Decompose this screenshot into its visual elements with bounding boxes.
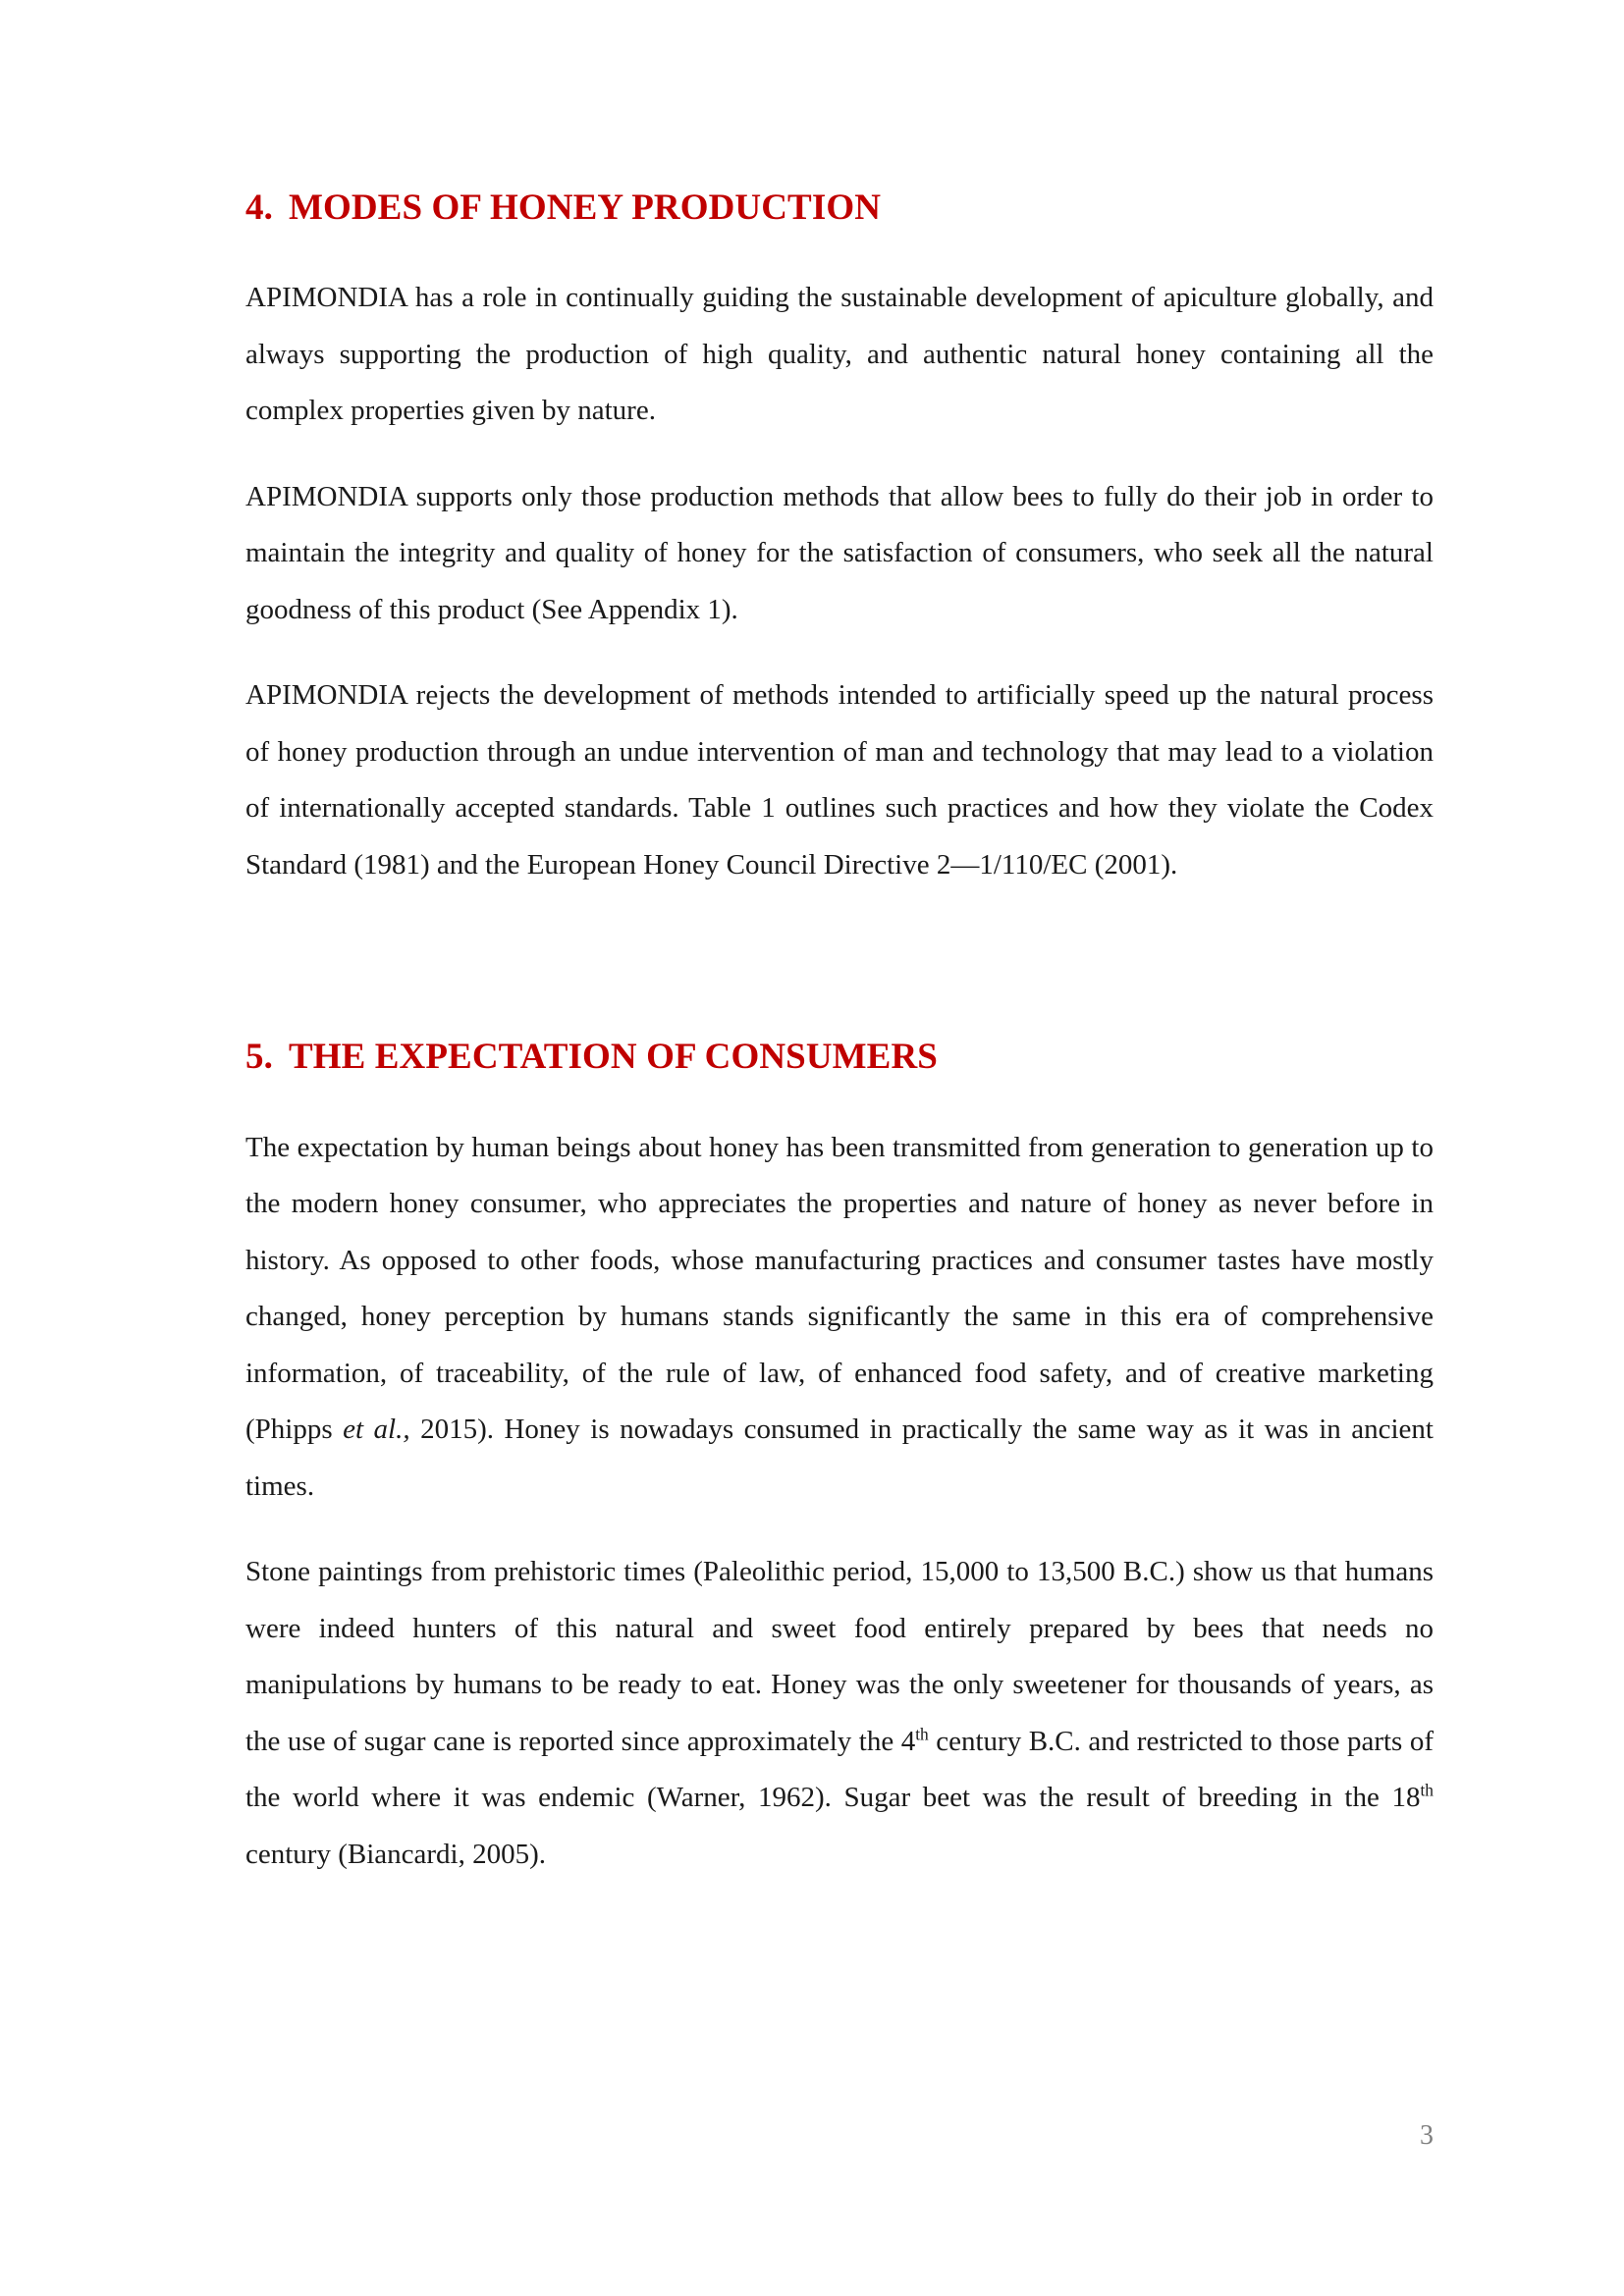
paragraph: [245, 1120, 1434, 1516]
paragraph-text: century B.C. and restricted to those parts of the world where it was endemic (Warner, 1962). Sugar beet was the result of breeding in the 18: [245, 1725, 1434, 1814]
citation-italic: et al.,: [343, 1414, 410, 1446]
page-content: [245, 187, 1434, 1912]
ordinal-superscript: th: [915, 1724, 929, 1744]
paragraph: [245, 1544, 1434, 1883]
paragraph-text: Stone paintings from prehistoric times (Paleolithic period, 15,000 to 13,500 B.C.) show us that humans were indeed hunters of this natural and sweet food entirely prepared by bees that needs no manipulations by humans to be ready to eat. Honey was the only sweetener for thousands of years, as the use of sugar cane is reported since approximately the 4: [245, 1556, 1434, 1757]
paragraph-text: The expectation by human beings about honey has been transmitted from generation to generation up to the modern honey consumer, who appreciates the properties and nature of honey as never before in history. As opposed to other foods, whose manufacturing practices and consumer tastes have mostly changed, honey perception by humans stands significantly the same in this era of comprehensive information, of traceability, of the rule of law, of enhanced food safety, and of creative marketing (Phipps: [245, 1131, 1434, 1446]
section-number: 4.: [245, 187, 273, 228]
section-heading: [245, 187, 1434, 230]
paragraph: APIMONDIA rejects the development of methods intended to artificially speed up the natural process of honey production through an undue intervention of man and technology that may lead to a violation of internationally accepted standards. Table 1 outlines such practices and how they violate the Codex Standard (1981) and the European Honey Council Directive 2—1/110/EC (2001).: [245, 679, 1434, 881]
paragraph-text: 2015). Honey is nowadays consumed in practically the same way as it was in ancient times.: [245, 1414, 1434, 1502]
paragraph: APIMONDIA has a role in continually guiding the sustainable development of apiculture globally, and always supporting the production of high quality, and authentic natural honey containing all the complex properties given by nature.: [245, 282, 1434, 427]
section-title: MODES OF HONEY PRODUCTION: [288, 187, 882, 228]
paragraph-text: century (Biancardi, 2005).: [245, 1838, 547, 1870]
paragraph: APIMONDIA supports only those production methods that allow bees to fully do their job in order to maintain the integrity and quality of honey for the satisfaction of consumers, who seek all the natural goodness of this product (See Appendix 1).: [245, 480, 1434, 625]
page-number: 3: [1420, 2120, 1434, 2151]
section-modes-of-honey-production: [245, 187, 1434, 893]
ordinal-superscript: th: [1420, 1780, 1434, 1800]
section-heading: [245, 1036, 1434, 1079]
section-number: 5.: [245, 1037, 273, 1078]
section-title: THE EXPECTATION OF CONSUMERS: [288, 1037, 938, 1078]
section-expectation-of-consumers: [245, 1036, 1434, 1883]
